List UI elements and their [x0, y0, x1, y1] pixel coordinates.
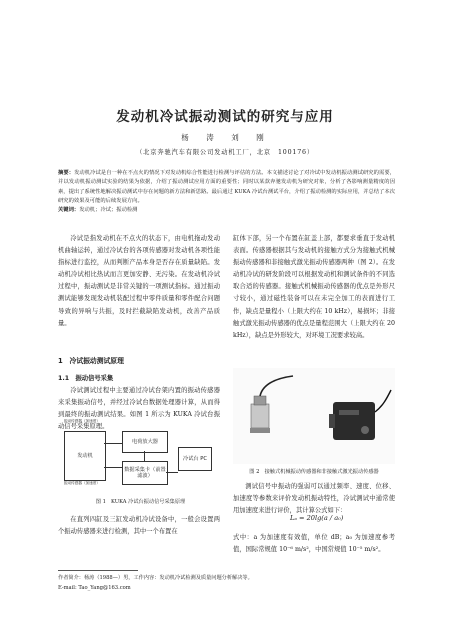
- abstract-label: 摘要：: [58, 170, 75, 176]
- cold-test-pc-box: 冷试台 PC: [178, 447, 212, 471]
- signal-evaluation-paragraph: 测试信号中振动的强弱可以通过频率、速度、位移、加速度等参数来评价发动机振动特性，冷试测试中通常使用加速度来进行评价，其计算公式如下：: [233, 483, 395, 515]
- author-bio: 作者简介：杨涛（1988—）男，工作内容：发动机冷试检测及质量问题分析解决等。: [58, 575, 253, 581]
- affiliation: （北京奔驰汽车有限公司发动机工厂，北京 100176）: [136, 149, 314, 156]
- abstract-text: 发动机冷试是自一种在不点火的情况下对发动机综合性能进行检测与评估的方法。本文描述讨论了对冷试中发动机振动测试研究的需要，并以发动机振动测试实验的结果为依据，介绍了振动测试应用方面的重要性；同时以某款奔驰发动机为研究对象，分析了各影响测量精度的因素，提出了系统性地解决振动测试中存在问题的新方法和新思路。最后通过 KUKA 冷试台测试平台，介绍了振动检测的实际应用，并总结了本次研究的效果及可能的后续发展方向。: [58, 170, 395, 205]
- keywords-text: 发动机；冷试；振动检测: [79, 207, 138, 213]
- charge-amplifier-box: 电荷放大器: [122, 431, 168, 453]
- sensor-label-top: 振动传感器（加速度）: [64, 419, 100, 423]
- keywords-label: 关键词：: [58, 207, 80, 213]
- footnote: [58, 574, 398, 593]
- intro-paragraph: 冷试是指发动机在不点火的状态下，由电机拖动发动机曲轴运转，通过冷试台的各项传感器对发动机各项性能指标进行监控，从而判断产品本身是否存在质量缺陷。发动机冷试相比热试而言更加安静、无污染。在发动机冷试过程中，振动测试是非常关键的一项测试指标。通过振动测试能够发现发动机装配过程中零件质量和零件配合问题导致的异响与共振，及时拦截缺陷发动机，改善产品质量。: [58, 235, 220, 327]
- figure-2-caption: 图 2 接触式机械振动传感器和非接触式激光振动传感器: [249, 469, 379, 475]
- footnote-rule: [58, 570, 138, 571]
- author-email: E-mail: Tao_Yang@163.com: [58, 584, 131, 591]
- acceleration-formula: Lₐ = 20lg(a / a₀): [290, 514, 344, 522]
- section-1-heading: 1 冷试振动测试原理: [58, 357, 124, 365]
- figure-2-photos: [233, 368, 395, 464]
- signal-paragraph: 冷试测试过程中主要通过冷试台架内置的振动传感器来采集振动信号，并经过冷试台数据处理器计算，从而得到最终的振动测试结果。如图 1 所示为 KUKA 冷试台振动信号采集原理。: [58, 387, 220, 431]
- sensor-photo-illustration: [233, 368, 395, 464]
- engine-box: 发动机: [64, 431, 106, 481]
- after-figure-paragraph: 在直列四缸及三缸发动机冷试设备中，一般会设置两个振动传感器来进行检测，其中一个布置在: [58, 516, 220, 536]
- keywords: [58, 206, 395, 215]
- figure-1-diagram: [58, 417, 223, 494]
- sensor-paragraph: 缸体下部，另一个布置在缸盖上部，都要求垂直于发动机表面。传感器根据其与发动机的接触方式分为接触式机械振动传感器和非接触式激光振动传感器两种（图 2）。在发动机冷试的研发阶段可以根据发动机和测试条件的不同选取合适的传感器。接触式机械振动传感器的优点是外形尺寸较小，通过磁性装备可以在未完全加工的表面进行工作，缺点是量程小（上限大约在 10 kHz），易损坏；非接触式激光振动传感器的优点是量程范围大（上限大约在 20 kHz），缺点是外形较大，对环境工况要求较高。: [233, 235, 395, 339]
- figure-1-caption: 图 1 KUKA 冷试台振动信号采集原理: [95, 499, 186, 505]
- sensor-label-bottom: 振动传感器（加速度）: [64, 481, 100, 485]
- paper-title: 发动机冷试振动测试的研究与应用: [116, 109, 334, 125]
- abstract: [58, 169, 395, 207]
- daq-card-box: 数据采集卡（前置滤波）: [122, 461, 168, 485]
- authors: 杨 涛 刘 刚: [181, 133, 269, 142]
- section-1-1-heading: 1.1 振动信号采集: [58, 375, 114, 382]
- formula-explanation: 式中：a 为加速度有效值，单位 dB；a₀ 为加速度参考值，国际常规值 10⁻⁶ m/s²，中国常规值 10⁻⁵ m/s²。: [233, 534, 395, 554]
